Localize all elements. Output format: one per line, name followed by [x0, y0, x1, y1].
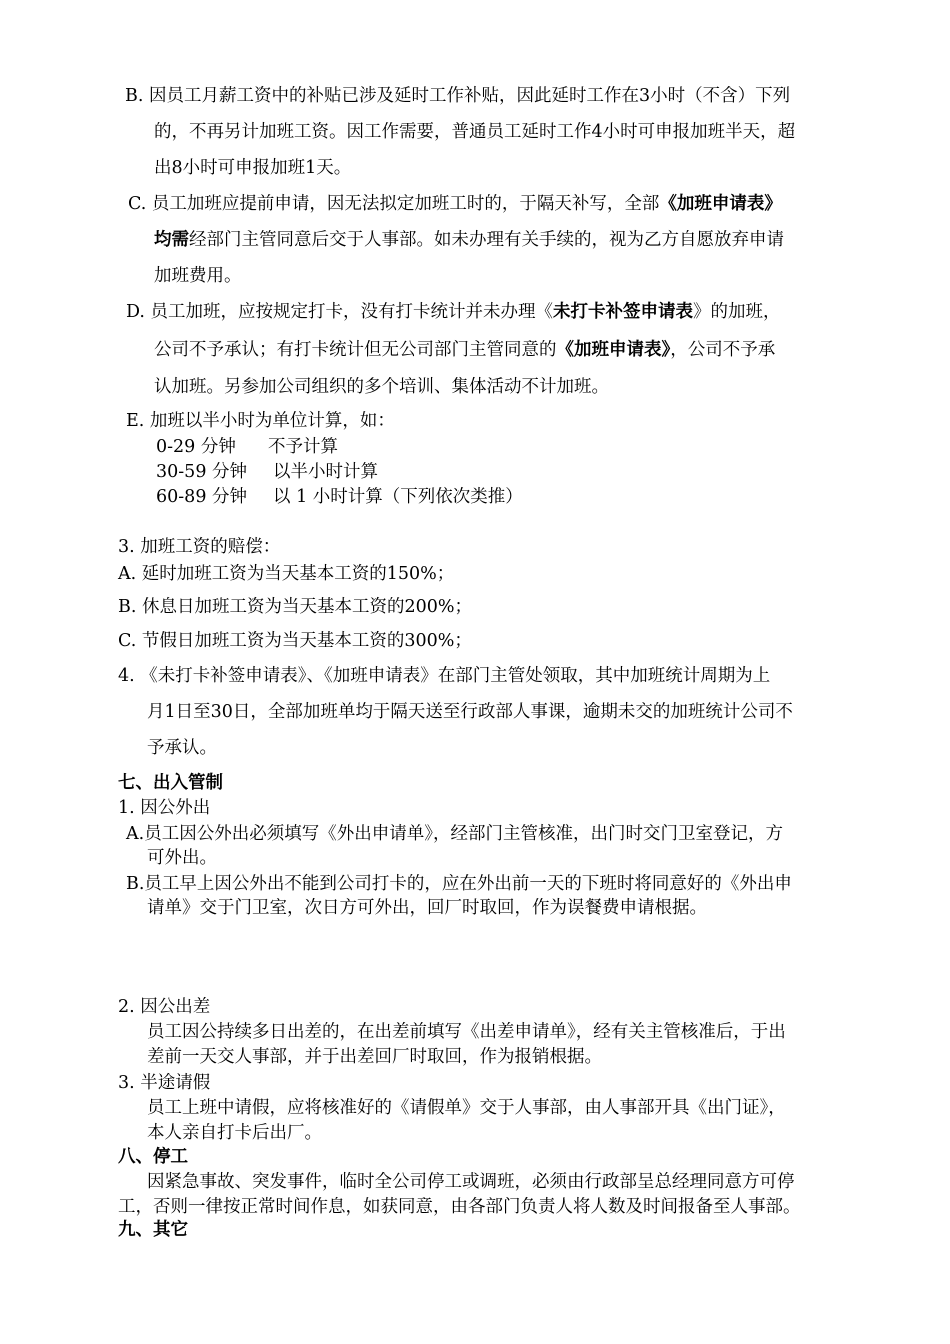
section7-a-line2: 可外出。 [147, 848, 217, 868]
overtime-d-line3: 认加班。另参加公司组织的多个培训、集体活动不计加班。 [154, 377, 609, 397]
section9-title: 九、其它 [118, 1220, 188, 1240]
section7-sub3-line1: 员工上班中请假，应将核准好的《请假单》交于人事部，由人事部开具《出门证》， [147, 1098, 786, 1118]
section8-line2: 工，否则一律按正常时间作息，如获同意，由各部门负责人将人数及时间报备至人事部。 [118, 1197, 801, 1217]
item4-line2: 月1日至30日，全部加班单均于隔天送至行政部人事课，逾期未交的加班统计公司不 [147, 702, 793, 722]
compensation-b: B. 休息日加班工资为当天基本工资的200%； [118, 597, 473, 617]
section7-sub2-line2: 差前一天交人事部，并于出差回厂时取回，作为报销根据。 [147, 1047, 602, 1067]
overtime-application-form-ref: 《加班申请表》 [659, 194, 782, 214]
overtime-b-line3: 出8小时可申报加班1天。 [154, 158, 352, 178]
section7-b-line1: B.员工早上因公外出不能到公司打卡的，应在外出前一天的下班时将同意好的《外出申 [126, 874, 792, 894]
section8-line1: 因紧急事故、突发事件，临时全公司停工或调班，必须由行政部呈总经理同意方可停 [147, 1172, 795, 1192]
item4-line3: 予承认。 [147, 738, 217, 758]
section7-b-line2: 请单》交于门卫室，次日方可外出，回厂时取回，作为误餐费申请根据。 [147, 898, 707, 918]
item4-line1: 4. 《未打卡补签申请表》、《加班申请表》在部门主管处领取，其中加班统计周期为上 [118, 666, 771, 686]
overtime-e-row2-rule: 以半小时计算 [273, 462, 378, 482]
section7-a-line1: A.员工因公外出必须填写《外出申请单》，经部门主管核准，出门时交门卫室登记，方 [126, 824, 783, 844]
section7-title: 七、出入管制 [118, 773, 223, 793]
overtime-b-line1: B. 因员工月薪工资中的补贴已涉及延时工作补贴，因此延时工作在3小时（不含）下列 [125, 86, 791, 106]
overtime-b-line2: 的，不再另计加班工资。因工作需要，普通员工延时工作4小时可申报加班半天，超 [154, 122, 796, 142]
section7-sub2-line1: 员工因公持续多日出差的，在出差前填写《出差申请单》，经有关主管核准后，于出 [147, 1022, 786, 1042]
compensation-a: A. 延时加班工资为当天基本工资的150%； [118, 564, 455, 584]
overtime-d-line2 [154, 339, 775, 361]
section7-sub2: 2. 因公出差 [118, 997, 211, 1017]
overtime-d-line1 [126, 301, 781, 323]
section7-sub3: 3. 半途请假 [118, 1073, 211, 1093]
section7-sub3-line2: 本人亲自打卡后出厂。 [147, 1123, 322, 1143]
overtime-d-text2: 公司不予承认；有打卡统计但无公司部门主管同意的 [154, 340, 557, 360]
overtime-e-line1: E. 加班以半小时为单位计算，如： [126, 411, 395, 431]
overtime-c-emphasis: 均需 [154, 230, 189, 250]
overtime-c-line2 [154, 229, 784, 251]
overtime-c-text: C. 员工加班应提前申请，因无法拟定加班工时的，于隔天补写，全部 [128, 194, 660, 214]
overtime-e-row3-rule: 以 1 小时计算（下列依次类推） [273, 487, 523, 507]
missed-punch-form-ref: 未打卡补签申请表 [553, 302, 694, 322]
overtime-d-text1: D. 员工加班，应按规定打卡，没有打卡统计并未办理《 [126, 302, 554, 322]
overtime-e-row1-range: 0-29 分钟 [156, 437, 236, 457]
overtime-d-text1c: 》的加班， [693, 302, 781, 322]
overtime-c-line1 [128, 193, 782, 215]
overtime-c-line3: 加班费用。 [154, 266, 242, 286]
compensation-title: 3. 加班工资的赔偿： [118, 537, 281, 557]
overtime-e-row1-rule: 不予计算 [268, 437, 338, 457]
section7-sub1: 1. 因公外出 [118, 798, 211, 818]
overtime-d-text2c: ，公司不予承 [670, 340, 776, 360]
section8-title: 八、停工 [118, 1147, 188, 1167]
overtime-e-row2-range: 30-59 分钟 [156, 462, 248, 482]
overtime-c-text2: 经部门主管同意后交于人事部。如未办理有关手续的，视为乙方自愿放弃申请 [189, 230, 784, 250]
overtime-application-form-ref-2: 《加班申请表》 [556, 340, 671, 360]
overtime-e-row3-range: 60-89 分钟 [156, 487, 248, 507]
compensation-c: C. 节假日加班工资为当天基本工资的300%； [118, 631, 472, 651]
